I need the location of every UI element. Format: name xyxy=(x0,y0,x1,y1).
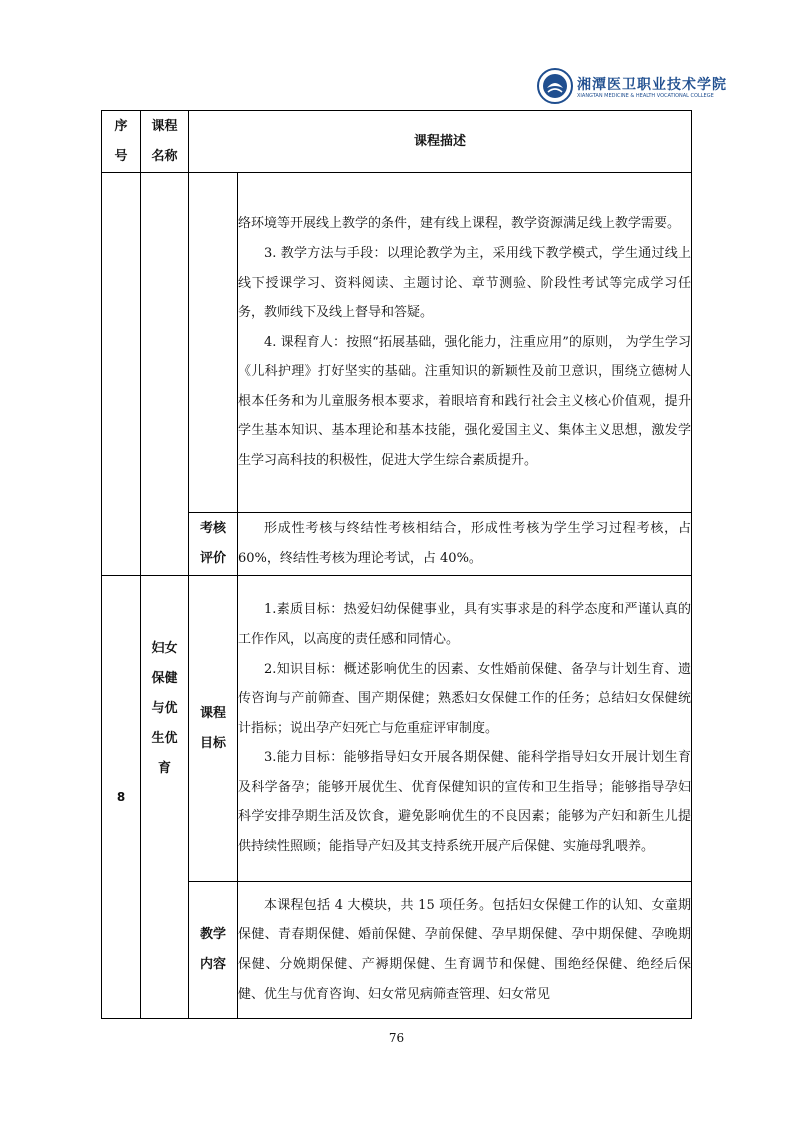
prev-para-2: 3. 教学方法与手段：以理论教学为主，采用线下教学模式，学生通过线上线下授课学习、资料阅读、主题讨论、章节测验、阶段性考试等完成学习任务，教师线下及线上督导和答疑。 xyxy=(238,245,691,321)
header-name: 课程 名称 xyxy=(141,111,189,173)
goal-desc-cell xyxy=(238,576,692,882)
goal-label: 课程 目标 xyxy=(189,576,238,882)
page-number: 76 xyxy=(388,1031,405,1045)
college-name-cn: 湘潭医卫职业技术学院 xyxy=(577,77,727,93)
table-row xyxy=(102,513,692,576)
content-label: 教学 内容 xyxy=(189,882,238,1019)
table-header-row xyxy=(102,111,692,173)
prev-sub-cell xyxy=(189,173,238,513)
header-desc: 课程描述 xyxy=(189,111,692,173)
goal-2: 2.知识目标：概述影响优生的因素、女性婚前保健、备孕与计划生育、遗传咨询与产前筛查、围产期保健；熟悉妇女保健工作的任务；总结妇女保健统计指标；说出孕产妇死亡与危重症评审制度。 xyxy=(238,661,691,736)
college-emblem-icon xyxy=(537,68,573,104)
header-no: 序 号 xyxy=(102,111,141,173)
prev-para-1: 络环境等开展线上教学的条件，建有线上课程，教学资源满足线上教学需要。 xyxy=(238,216,681,232)
assess-label: 考核 评价 xyxy=(189,513,238,576)
content-desc-cell xyxy=(238,882,692,1019)
content-text: 本课程包括 4 大模块，共 15 项任务。包括妇女保健工作的认知、女童期保健、青春期保健、婚前保健、孕前保健、孕早期保健、孕中期保健、孕晚期保健、分娩期保健、产褥期保健、生育调节和保健、围绝经保健、绝经后保健、优生与优育咨询、妇女常见病筛查管理、妇女常见 xyxy=(238,897,691,1002)
prev-name-cell xyxy=(141,173,189,576)
prev-para-3: 4. 课程育人：按照“拓展基础，强化能力，注重应用”的原则， 为学生学习《儿科护理》打好坚实的基础。注重知识的新颖性及前卫意识，围绕立德树人根本任务和为儿童服务根本要求，着眼培育和践行社会主义核心价值观，提升学生基本知识、基本理论和基本技能，强化爱国主义、集体主义思想，激发学生学习高科技的积极性，促进大学生综合素质提升。 xyxy=(238,334,691,469)
table-row xyxy=(102,882,692,1019)
goal-3: 3.能力目标：能够指导妇女开展各期保健、能科学指导妇女开展计划生育及科学备孕；能够开展优生、优育保健知识的宣传和卫生指导；能够指导孕妇科学安排孕期生活及饮食，避免影响优生的不良因素；能够为产妇和新生儿提供持续性照顾；能指导产妇及其支持系统开展产后保健、实施母乳喂养。 xyxy=(238,750,691,855)
course-table xyxy=(101,110,692,1019)
goal-1: 1.素质目标：热爱妇幼保健事业，具有实事求是的科学态度和严谨认真的工作作风，以高度的责任感和同情心。 xyxy=(238,602,691,647)
college-logo xyxy=(537,68,747,108)
course-number: 8 xyxy=(102,576,141,1019)
prev-no-cell xyxy=(102,173,141,576)
assess-desc-cell xyxy=(238,513,692,576)
college-name-en: XIANGTAN MEDICINE & HEALTH VOCATIONAL COLLEGE xyxy=(577,93,714,99)
table-row xyxy=(102,576,692,882)
course-name: 妇女 保健 与优 生优 育 xyxy=(141,576,189,1019)
table-row xyxy=(102,173,692,513)
prev-desc-cell xyxy=(238,173,692,513)
assess-text: 形成性考核与终结性考核相结合，形成性考核为学生学习过程考核，占 60%，终结性考核为理论考试，占 40%。 xyxy=(238,521,691,566)
